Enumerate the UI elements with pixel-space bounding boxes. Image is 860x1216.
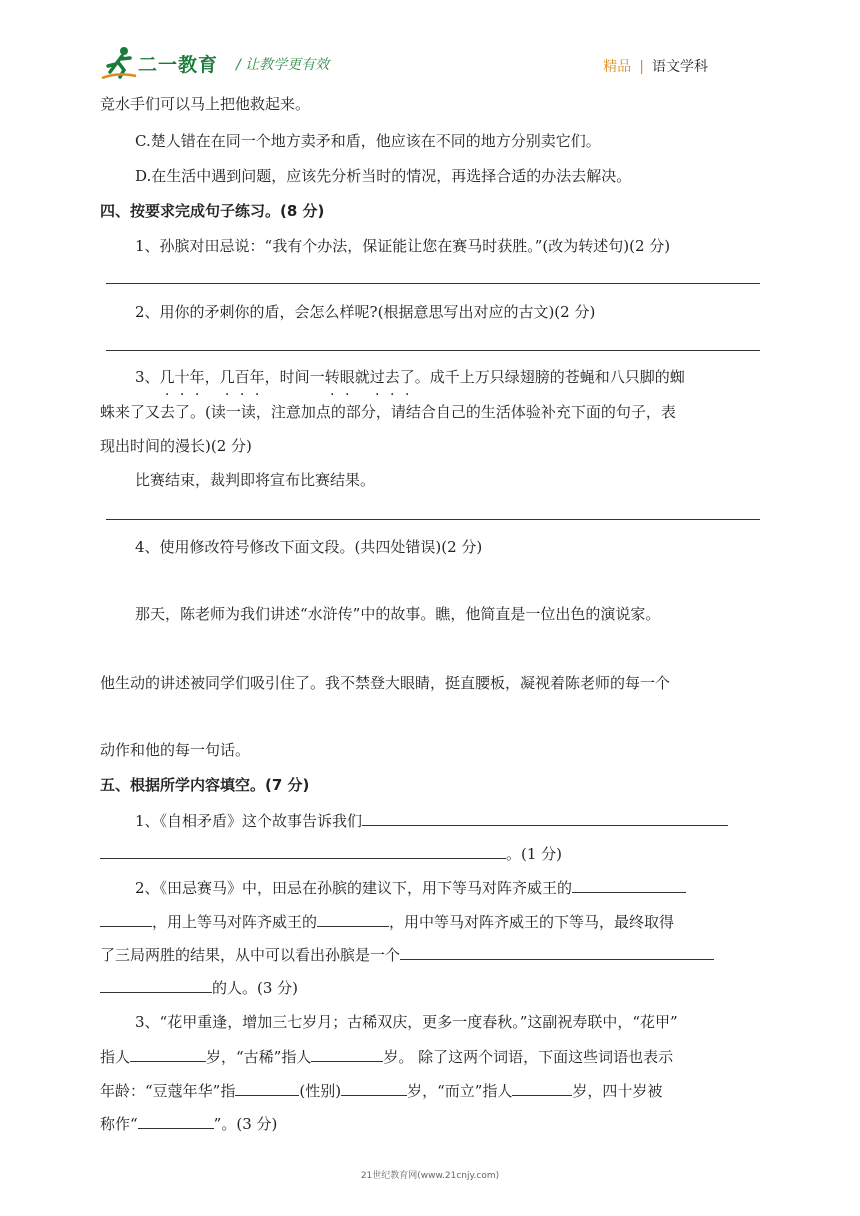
fill-text: ，用上等马对阵齐威王的 [152, 913, 318, 931]
fill-blank[interactable] [362, 810, 728, 826]
fill-3-cont [100, 1113, 277, 1134]
fill-blank[interactable] [100, 843, 506, 859]
fill-text: 岁，四十岁被 [572, 1082, 663, 1100]
fill-text: 1、《自相矛盾》这个故事告诉我们 [135, 812, 363, 830]
dotted-text: 几百年 [219, 368, 265, 386]
q3-text: 。成千上万只绿翅膀的苍蝇和八只脚的蜘 [414, 368, 685, 386]
dotted-text: 转眼 [324, 368, 355, 386]
fill-2-cont [100, 977, 298, 998]
option-c: C.楚人错在在同一个地方卖矛和盾，他应该在不同的地方分别卖它们。 [135, 132, 601, 150]
fill-1 [135, 810, 728, 831]
fill-text: 年龄：“豆蔻年华”指 [100, 1082, 236, 1100]
question-3-prompt: 比赛结束，裁判即将宣布比赛结果。 [135, 471, 376, 489]
fill-3-cont [100, 1080, 662, 1101]
fill-text: ”。(3 分) [213, 1115, 278, 1133]
fill-blank[interactable] [341, 1080, 407, 1096]
fill-blank[interactable] [100, 977, 212, 993]
fill-blank[interactable] [317, 911, 389, 927]
passage-line: 他生动的讲述被同学们吸引住了。我不禁登大眼睛，挺直腰板，凝视着陈老师的每一个 [100, 674, 671, 692]
q3-lead: 3、 [135, 368, 160, 386]
header-right [603, 56, 708, 76]
fill-text: 岁，“古稀”指人 [206, 1048, 312, 1066]
q3-text: ， [204, 368, 220, 386]
runner-logo-icon [100, 44, 140, 80]
fill-text: 岁。 除了这两个词语，下面这些词语也表示 [383, 1048, 674, 1066]
slogan: / 让教学更有效 [236, 57, 330, 73]
fill-text: 岁，“而立”指人 [407, 1082, 513, 1100]
logo-text: 二一教育 [138, 54, 219, 76]
fill-2 [135, 877, 686, 898]
dotted-text: 几十年 [159, 368, 205, 386]
fill-text: (性别) [299, 1082, 342, 1100]
fill-3-cont [100, 1046, 673, 1067]
fill-blank[interactable] [512, 1080, 572, 1096]
fill-text: 指人 [100, 1048, 131, 1066]
section-five-heading: 五、根据所学内容填空。(7 分) [100, 776, 310, 794]
page-header [100, 44, 760, 84]
divider: | [639, 59, 644, 75]
passage-line: 动作和他的每一句话。 [100, 741, 251, 759]
fill-2-cont [100, 944, 714, 965]
fill-blank[interactable] [572, 877, 686, 893]
answer-line [106, 283, 760, 284]
fill-text: ，用中等马对阵齐威王的下等马，最终取得 [389, 913, 675, 931]
text-line: 竞水手们可以马上把他救起来。 [100, 95, 311, 113]
passage-line: 那天，陈老师为我们讲述“水浒传”中的故事。瞧，他简直是一位出色的演说家。 [135, 605, 661, 623]
fill-text: 。(1 分) [506, 845, 563, 863]
subject-label: 语文学科 [652, 59, 708, 75]
fill-text: 的人。(3 分) [212, 979, 299, 997]
question-2: 2、用你的矛刺你的盾，会怎么样呢?(根据意思写出对应的古文)(2 分) [135, 303, 596, 321]
fill-text: 称作“ [100, 1115, 138, 1133]
quality-label: 精品 [603, 59, 632, 75]
dotted-text: 过去了 [369, 368, 415, 386]
question-3-cont: 蛛来了又去了。(读一读，注意加点的部分，请结合自己的生活体验补充下面的句子，表 [100, 403, 676, 421]
question-1: 1、孙膑对田忌说：“我有个办法，保证能让您在赛马时获胜。”(改为转述句)(2 分) [135, 237, 671, 255]
question-3-cont: 现出时间的漫长)(2 分) [100, 437, 252, 455]
fill-3: 3、“花甲重逢，增加三七岁月；古稀双庆，更多一度春秋。”这副祝寿联中，“花甲” [135, 1013, 678, 1031]
section-four-heading: 四、按要求完成句子练习。(8 分) [100, 202, 325, 220]
fill-2-cont [100, 911, 674, 932]
page-footer: 21世纪教育网(www.21cnjy.com) [360, 1171, 500, 1181]
logo [100, 44, 240, 80]
question-3 [135, 367, 685, 387]
answer-line [106, 350, 760, 351]
fill-blank[interactable] [100, 911, 152, 927]
fill-blank[interactable] [311, 1046, 383, 1062]
fill-text: 2、《田忌赛马》中，田忌在孙膑的建议下，用下等马对阵齐威王的 [135, 879, 573, 897]
answer-line [106, 519, 760, 520]
q3-text: 就 [354, 368, 370, 386]
fill-blank[interactable] [130, 1046, 206, 1062]
fill-text: 了三局两胜的结果，从中可以看出孙膑是一个 [100, 946, 401, 964]
q3-text: ，时间一 [264, 368, 325, 386]
fill-blank[interactable] [400, 944, 714, 960]
fill-1-cont [100, 843, 562, 864]
question-4: 4、使用修改符号修改下面文段。(共四处错误)(2 分) [135, 538, 483, 556]
option-d: D.在生活中遇到问题，应该先分析当时的情况，再选择合适的办法去解决。 [135, 167, 632, 185]
fill-blank[interactable] [235, 1080, 299, 1096]
fill-blank[interactable] [138, 1113, 214, 1129]
